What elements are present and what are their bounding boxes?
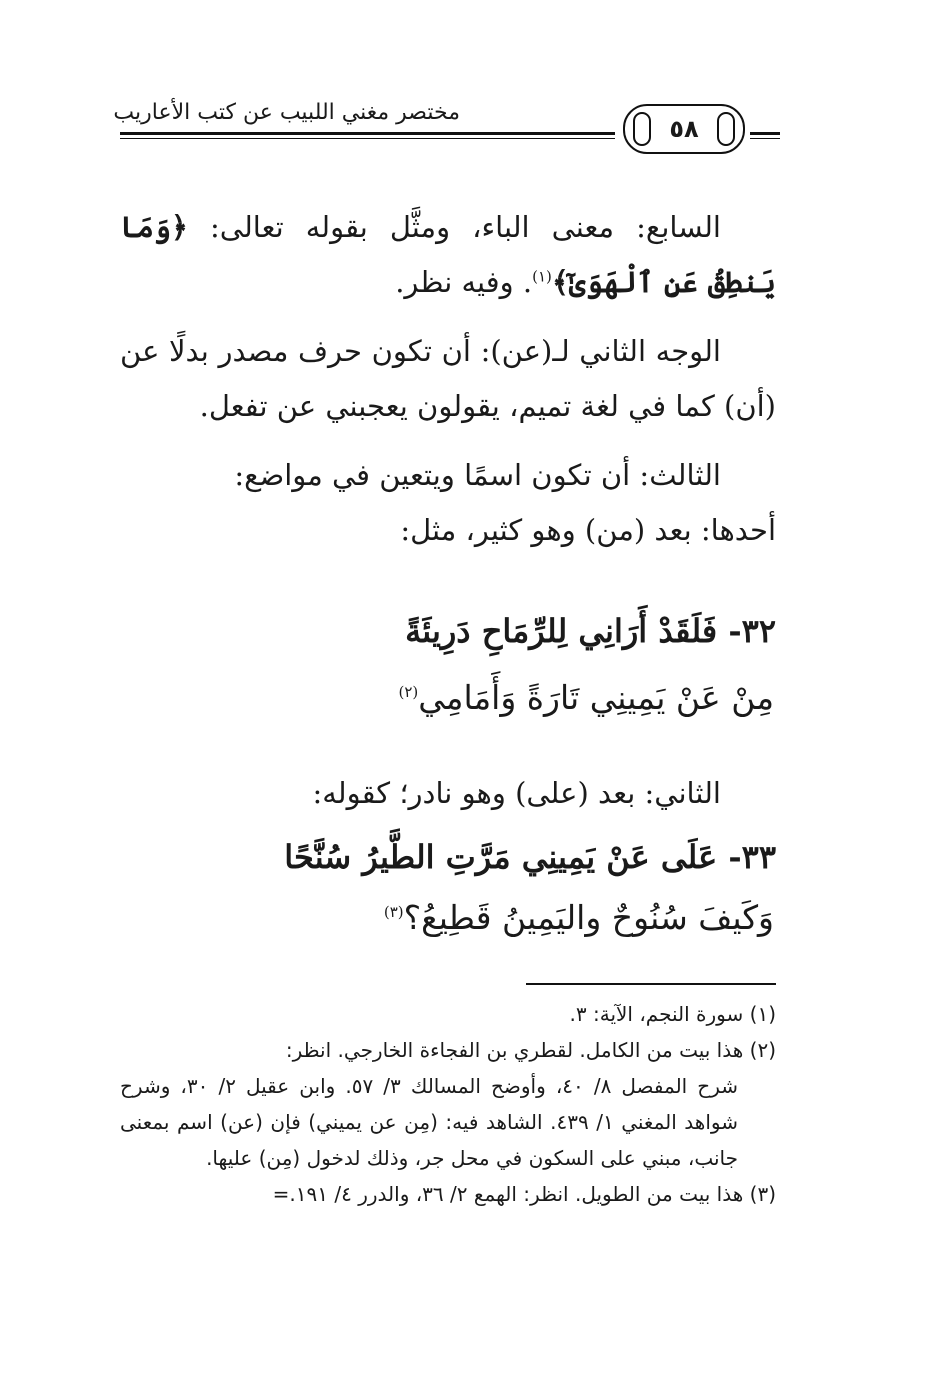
page-number-badge xyxy=(623,104,745,154)
footnote-3: (٣) هذا بيت من الطويل. انظر: الهمع ٢/ ٣٦، والدرر ٤/ ١٩١.= xyxy=(272,1182,776,1206)
verse-32-line-1: ٣٢- فَلَقَدْ أَرَانِي لِلرِّمَاحِ دَرِيئَةً xyxy=(405,612,776,650)
header-rule xyxy=(120,132,615,135)
page-header xyxy=(113,92,780,164)
quran-verse: ﴿وَمَا يَنطِقُ عَنِ ٱلْهَوَىٰٓ﴾ xyxy=(120,210,776,299)
badge-rule-thin xyxy=(750,138,780,139)
verse-text: مِنْ عَنْ يَمِينِي تَارَةً وَأَمَامِي xyxy=(418,678,774,717)
paragraph-third: الثالث: أن تكون اسمًا ويتعين في مواضع: xyxy=(234,458,721,492)
footnotes xyxy=(120,996,776,1212)
footnote-1: (١) سورة النجم، الآية: ٣. xyxy=(569,1002,776,1026)
verse-33-line-2 xyxy=(384,898,774,937)
footnote-separator xyxy=(526,983,776,985)
footnote-marker: (٣) xyxy=(383,903,404,921)
paragraph-text: السابع: معنى الباء، ومثَّل بقوله تعالى: xyxy=(187,210,721,244)
paragraph-tail: . وفيه نظر. xyxy=(395,265,533,299)
paragraph-first-case: أحدها: بعد (من) وهو كثير، مثل: xyxy=(400,513,776,547)
footnote-2: (٢) هذا بيت من الكامل. لقطري بن الفجاءة الخارجي. انظر: xyxy=(285,1038,776,1062)
verse-33-line-1: ٣٣- عَلَى عَنْ يَمِينِي مَرَّتِ الطَّيرُ سُنَّحًا xyxy=(284,838,776,876)
footnote-2-continued: شرح المفصل ٨/ ٤٠، وأوضح المسالك ٣/ ٥٧. وابن عقيل ٢/ ٣٠، وشرح شواهد المغني ١/ ٤٣٩. الشاهد فيه: (مِن عن يميني) فإن (عن) اسم بمعنى جانب، مبني على السكون في محل جر، وذلك لدخول (مِن) عليها. xyxy=(120,1074,738,1170)
verse-text: وَكَيفَ سُنُوحٌ واليَمِينُ قَطِيعُ؟ xyxy=(403,898,774,937)
paragraph-second-case: الثاني: بعد (على) وهو نادر؛ كقوله: xyxy=(312,776,721,810)
main-text-2 xyxy=(120,766,776,835)
footnote-marker: (١) xyxy=(532,267,552,286)
main-text xyxy=(120,200,776,572)
paragraph-seventh xyxy=(120,200,776,310)
header-rule-thin xyxy=(120,138,615,139)
book-title: مختصر مغني اللبيب عن كتب الأعاريب xyxy=(113,100,460,125)
verse-32-line-2 xyxy=(398,678,774,717)
footnote-marker: (٢) xyxy=(398,683,419,701)
page-number: ٥٨ xyxy=(669,115,699,143)
paragraph-second-aspect: الوجه الثاني لـ(عن): أن تكون حرف مصدر بدلًا عن (أن) كما في لغة تميم، يقولون يعجبني عن تفعل. xyxy=(120,334,776,423)
badge-rule xyxy=(750,132,780,135)
